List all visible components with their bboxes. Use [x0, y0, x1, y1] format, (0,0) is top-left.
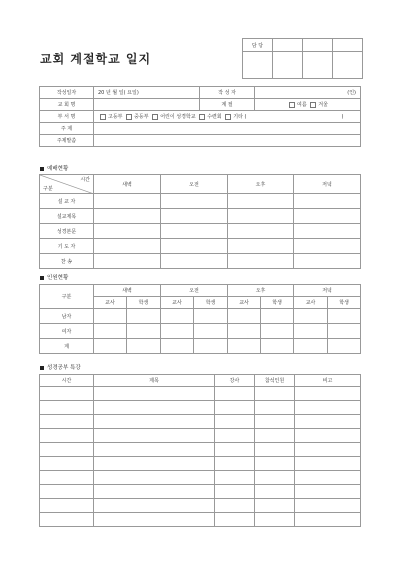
- worship-cell[interactable]: [94, 254, 161, 269]
- approval-sign-cell[interactable]: [273, 52, 303, 79]
- worship-cell[interactable]: [228, 254, 294, 269]
- attendance-cell[interactable]: [94, 339, 127, 354]
- study-cell[interactable]: [215, 485, 255, 499]
- study-cell[interactable]: [94, 513, 215, 527]
- approval-box: [242, 38, 363, 79]
- attendance-period: 저녁: [294, 285, 361, 297]
- attendance-row-label: 여자: [40, 324, 94, 339]
- summer-checkbox[interactable]: [289, 102, 295, 108]
- study-cell[interactable]: [255, 443, 295, 457]
- attendance-row-label: 남자: [40, 309, 94, 324]
- study-cell[interactable]: [94, 443, 215, 457]
- student-header: 학생: [261, 297, 294, 309]
- study-cell[interactable]: [215, 457, 255, 471]
- study-cell[interactable]: [215, 443, 255, 457]
- worship-cell[interactable]: [94, 224, 161, 239]
- study-cell[interactable]: [40, 513, 94, 527]
- study-row: [40, 513, 361, 527]
- attendance-section-title: 인원현황: [40, 273, 68, 281]
- study-cell[interactable]: [255, 513, 295, 527]
- other-label: 기타 (: [233, 114, 247, 120]
- writer-label: 작 성 자: [200, 87, 255, 99]
- winter-label: 겨울: [318, 102, 328, 108]
- study-cell[interactable]: [295, 499, 361, 513]
- study-cell[interactable]: [215, 387, 255, 401]
- study-cell[interactable]: [94, 457, 215, 471]
- study-cell[interactable]: [255, 387, 295, 401]
- study-cell[interactable]: [215, 499, 255, 513]
- study-cell[interactable]: [40, 401, 94, 415]
- summer-label: 여름: [297, 102, 307, 108]
- study-cell[interactable]: [255, 471, 295, 485]
- study-col-header: 시간: [40, 375, 94, 387]
- study-body: [40, 387, 361, 527]
- study-row: [40, 499, 361, 513]
- dept-field: [94, 111, 361, 123]
- study-cell[interactable]: [40, 457, 94, 471]
- study-cell[interactable]: [295, 457, 361, 471]
- worship-cell[interactable]: [228, 224, 294, 239]
- verse-label: 주제말씀: [40, 135, 94, 147]
- teacher-header: 교사: [228, 297, 261, 309]
- attendance-cell[interactable]: [194, 309, 228, 324]
- study-cell[interactable]: [295, 443, 361, 457]
- study-cell[interactable]: [255, 429, 295, 443]
- attendance-period: 오전: [161, 285, 228, 297]
- study-cell[interactable]: [94, 387, 215, 401]
- attendance-cell[interactable]: [161, 324, 194, 339]
- attendance-cell[interactable]: [261, 339, 294, 354]
- study-cell[interactable]: [40, 499, 94, 513]
- attendance-cell[interactable]: [94, 324, 127, 339]
- study-cell[interactable]: [94, 415, 215, 429]
- attendance-cell[interactable]: [228, 339, 261, 354]
- worship-row-label: 찬 송: [40, 254, 94, 269]
- attendance-cell[interactable]: [294, 309, 328, 324]
- study-cell[interactable]: [94, 429, 215, 443]
- attendance-cell[interactable]: [94, 309, 127, 324]
- worship-cell[interactable]: [294, 224, 361, 239]
- study-section-title: 성경공부 특강: [40, 363, 81, 371]
- worship-cell[interactable]: [294, 209, 361, 224]
- header-info-table: [39, 86, 361, 147]
- worship-section-title: 예배현황: [40, 164, 68, 172]
- study-cell[interactable]: [40, 387, 94, 401]
- study-cell[interactable]: [295, 401, 361, 415]
- study-row: [40, 387, 361, 401]
- teacher-header: 교사: [94, 297, 127, 309]
- study-col-header: 비고: [295, 375, 361, 387]
- worship-table: [39, 174, 361, 269]
- study-cell[interactable]: [255, 485, 295, 499]
- page-title: 교회 계절학교 일지: [40, 52, 152, 66]
- study-cell[interactable]: [40, 471, 94, 485]
- approval-sign-cell[interactable]: [243, 52, 273, 79]
- theme-field[interactable]: [94, 123, 361, 135]
- worship-cell[interactable]: [161, 209, 228, 224]
- worship-row-label: 설교제목: [40, 209, 94, 224]
- attendance-cell[interactable]: [161, 309, 194, 324]
- worship-cell[interactable]: [161, 239, 228, 254]
- season-label: 계 절: [200, 99, 255, 111]
- approval-cell[interactable]: [303, 39, 333, 52]
- dept-label: 부 서 명: [40, 111, 94, 123]
- attendance-div-label: 구분: [40, 285, 94, 309]
- study-cell[interactable]: [40, 443, 94, 457]
- study-cell[interactable]: [215, 471, 255, 485]
- attendance-cell[interactable]: [161, 339, 194, 354]
- study-row: [40, 401, 361, 415]
- worship-row-label: 기 도 자: [40, 239, 94, 254]
- worship-cell[interactable]: [94, 194, 161, 209]
- attendance-cell[interactable]: [261, 324, 294, 339]
- study-cell[interactable]: [40, 429, 94, 443]
- church-field[interactable]: [94, 99, 200, 111]
- worship-cell[interactable]: [228, 209, 294, 224]
- worship-col-header: 오후: [228, 175, 294, 194]
- approval-cell[interactable]: [273, 39, 303, 52]
- study-cell[interactable]: [295, 415, 361, 429]
- attendance-cell[interactable]: [294, 339, 328, 354]
- study-cell[interactable]: [40, 485, 94, 499]
- study-cell[interactable]: [255, 401, 295, 415]
- other-checkbox[interactable]: [225, 114, 231, 120]
- attendance-cell[interactable]: [328, 309, 361, 324]
- worship-time-label: 시간: [80, 177, 90, 183]
- seal-mark: (인): [347, 90, 356, 96]
- study-row: [40, 443, 361, 457]
- attendance-cell[interactable]: [127, 339, 161, 354]
- study-cell[interactable]: [215, 513, 255, 527]
- worship-cell[interactable]: [294, 194, 361, 209]
- study-row: [40, 471, 361, 485]
- study-cell[interactable]: [295, 429, 361, 443]
- study-cell[interactable]: [215, 415, 255, 429]
- attendance-cell[interactable]: [194, 339, 228, 354]
- attendance-cell[interactable]: [328, 324, 361, 339]
- worship-col-header: 오전: [161, 175, 228, 194]
- study-cell[interactable]: [215, 429, 255, 443]
- worship-cell[interactable]: [94, 239, 161, 254]
- study-col-header: 강사: [215, 375, 255, 387]
- high-label: 고등부: [108, 114, 123, 120]
- study-col-header: 참석인원: [255, 375, 295, 387]
- study-cell[interactable]: [94, 499, 215, 513]
- study-cell[interactable]: [215, 401, 255, 415]
- study-cell[interactable]: [295, 387, 361, 401]
- worship-cell[interactable]: [161, 224, 228, 239]
- high-checkbox[interactable]: [100, 114, 106, 120]
- study-row: [40, 415, 361, 429]
- worship-col-header: 저녁: [294, 175, 361, 194]
- study-cell[interactable]: [94, 401, 215, 415]
- study-cell[interactable]: [94, 471, 215, 485]
- middle-label: 중등부: [134, 114, 149, 120]
- attendance-cell[interactable]: [328, 339, 361, 354]
- middle-checkbox[interactable]: [126, 114, 132, 120]
- study-table: [39, 374, 361, 527]
- study-col-header: 제목: [94, 375, 215, 387]
- attendance-cell[interactable]: [127, 309, 161, 324]
- teacher-header: 교사: [161, 297, 194, 309]
- worship-cell[interactable]: [294, 254, 361, 269]
- approval-sign-cell[interactable]: [303, 52, 333, 79]
- approval-sign-cell[interactable]: [333, 52, 363, 79]
- teacher-header: 교사: [294, 297, 328, 309]
- study-cell[interactable]: [295, 513, 361, 527]
- other-close: ): [341, 114, 344, 120]
- worship-corner-cell: [40, 175, 94, 194]
- study-cell[interactable]: [40, 415, 94, 429]
- worship-cell[interactable]: [228, 194, 294, 209]
- study-cell[interactable]: [255, 457, 295, 471]
- student-header: 학생: [328, 297, 361, 309]
- worship-cell[interactable]: [161, 194, 228, 209]
- verse-field[interactable]: [94, 135, 361, 147]
- retreat-label: 수련회: [207, 114, 222, 120]
- study-cell[interactable]: [255, 499, 295, 513]
- approval-label: 담 당: [243, 39, 273, 52]
- attendance-period: 오후: [228, 285, 294, 297]
- worship-cell[interactable]: [161, 254, 228, 269]
- study-row: [40, 485, 361, 499]
- winter-checkbox[interactable]: [310, 102, 316, 108]
- study-row: [40, 457, 361, 471]
- date-label: 작성일자: [40, 87, 94, 99]
- study-row: [40, 429, 361, 443]
- worship-col-header: 새벽: [94, 175, 161, 194]
- vbs-label: 어린이 성경학교: [160, 114, 196, 120]
- attendance-period: 새벽: [94, 285, 161, 297]
- worship-cell[interactable]: [94, 209, 161, 224]
- writer-field[interactable]: [255, 87, 361, 99]
- attendance-row-label: 계: [40, 339, 94, 354]
- study-cell[interactable]: [295, 485, 361, 499]
- attendance-cell[interactable]: [261, 309, 294, 324]
- attendance-cell[interactable]: [228, 324, 261, 339]
- retreat-checkbox[interactable]: [199, 114, 205, 120]
- approval-cell[interactable]: [333, 39, 363, 52]
- worship-cell[interactable]: [228, 239, 294, 254]
- attendance-cell[interactable]: [127, 324, 161, 339]
- study-cell[interactable]: [255, 415, 295, 429]
- attendance-cell[interactable]: [294, 324, 328, 339]
- attendance-cell[interactable]: [194, 324, 228, 339]
- worship-row-label: 성경본문: [40, 224, 94, 239]
- study-cell[interactable]: [295, 471, 361, 485]
- date-field[interactable]: 20 년 월 일( 요일): [94, 87, 200, 99]
- student-header: 학생: [194, 297, 228, 309]
- theme-label: 주 제: [40, 123, 94, 135]
- vbs-checkbox[interactable]: [152, 114, 158, 120]
- worship-cell[interactable]: [294, 239, 361, 254]
- attendance-table: [39, 284, 361, 354]
- church-label: 교 회 명: [40, 99, 94, 111]
- study-cell[interactable]: [94, 485, 215, 499]
- attendance-cell[interactable]: [228, 309, 261, 324]
- worship-row-label: 설 교 자: [40, 194, 94, 209]
- worship-div-label: 구분: [43, 186, 53, 192]
- season-field: [255, 99, 361, 111]
- student-header: 학생: [127, 297, 161, 309]
